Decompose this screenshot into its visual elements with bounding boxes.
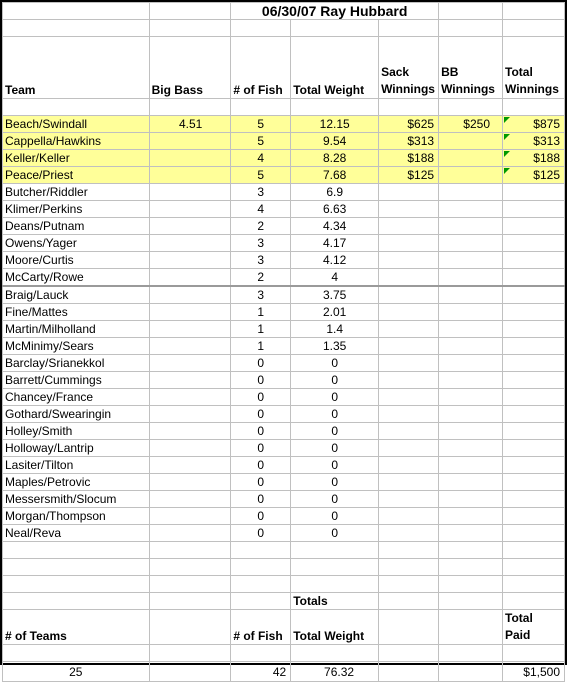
total-winnings-cell[interactable] bbox=[503, 508, 565, 525]
total-weight-cell[interactable]: 7.68 bbox=[291, 167, 379, 184]
empty-cell[interactable] bbox=[149, 559, 231, 576]
total-weight-cell[interactable]: 0 bbox=[291, 372, 379, 389]
total-winnings-cell[interactable]: $125 bbox=[503, 167, 565, 184]
big-bass-cell[interactable] bbox=[149, 457, 231, 474]
empty-cell[interactable] bbox=[379, 610, 439, 645]
results-table bbox=[2, 2, 565, 682]
header-num-fish[interactable]: # of Fish bbox=[231, 37, 291, 99]
bb-winnings-cell[interactable] bbox=[439, 525, 503, 542]
sack-winnings-cell[interactable] bbox=[379, 406, 439, 423]
total-weight-cell[interactable]: 0 bbox=[291, 406, 379, 423]
header-total-line1: Total bbox=[505, 65, 533, 79]
team-cell[interactable]: Maples/Petrovic bbox=[3, 474, 150, 491]
total-weight-cell[interactable]: 0 bbox=[291, 457, 379, 474]
fish-count-cell[interactable]: 0 bbox=[231, 355, 291, 372]
team-cell[interactable]: McCarty/Rowe bbox=[3, 269, 150, 287]
blank-row bbox=[3, 542, 565, 559]
total-weight-cell[interactable]: 9.54 bbox=[291, 133, 379, 150]
team-cell[interactable]: Klimer/Perkins bbox=[3, 201, 150, 218]
team-row bbox=[3, 406, 565, 423]
bb-winnings-cell[interactable] bbox=[439, 218, 503, 235]
empty-cell[interactable] bbox=[439, 593, 503, 610]
empty-cell[interactable] bbox=[503, 576, 565, 593]
sack-winnings-cell[interactable]: $125 bbox=[379, 167, 439, 184]
sack-winnings-cell[interactable] bbox=[379, 184, 439, 201]
total-weight-cell[interactable]: 4 bbox=[291, 269, 379, 287]
fish-count-cell[interactable]: 2 bbox=[231, 218, 291, 235]
team-cell[interactable]: Butcher/Riddler bbox=[3, 184, 150, 201]
big-bass-cell[interactable] bbox=[149, 389, 231, 406]
team-row bbox=[3, 235, 565, 252]
empty-cell[interactable] bbox=[149, 645, 231, 662]
sack-winnings-cell[interactable] bbox=[379, 269, 439, 287]
fish-count-cell[interactable]: 0 bbox=[231, 525, 291, 542]
team-cell[interactable]: Owens/Yager bbox=[3, 235, 150, 252]
total-weight-cell[interactable]: 4.34 bbox=[291, 218, 379, 235]
total-weight-cell[interactable]: 4.17 bbox=[291, 235, 379, 252]
total-weight-cell[interactable]: 0 bbox=[291, 440, 379, 457]
sack-winnings-cell[interactable]: $313 bbox=[379, 133, 439, 150]
bb-winnings-cell[interactable] bbox=[439, 457, 503, 474]
big-bass-cell[interactable] bbox=[149, 440, 231, 457]
total-weight-cell[interactable]: 0 bbox=[291, 525, 379, 542]
sack-winnings-cell[interactable] bbox=[379, 491, 439, 508]
team-cell[interactable]: Messersmith/Slocum bbox=[3, 491, 150, 508]
empty-cell[interactable] bbox=[291, 559, 379, 576]
team-cell[interactable]: Neal/Reva bbox=[3, 525, 150, 542]
header-team[interactable]: Team bbox=[3, 37, 150, 99]
sack-winnings-cell[interactable] bbox=[379, 389, 439, 406]
big-bass-cell[interactable] bbox=[149, 286, 231, 304]
empty-cell[interactable] bbox=[503, 645, 565, 662]
empty-cell[interactable] bbox=[149, 576, 231, 593]
team-cell[interactable]: Fine/Mattes bbox=[3, 304, 150, 321]
big-bass-cell[interactable] bbox=[149, 235, 231, 252]
total-winnings-cell[interactable] bbox=[503, 218, 565, 235]
fish-count-cell[interactable]: 0 bbox=[231, 491, 291, 508]
bb-winnings-cell[interactable] bbox=[439, 491, 503, 508]
empty-cell[interactable] bbox=[503, 593, 565, 610]
fish-count-cell[interactable]: 5 bbox=[231, 116, 291, 133]
team-cell[interactable]: Holley/Smith bbox=[3, 423, 150, 440]
total-winnings-cell[interactable] bbox=[503, 338, 565, 355]
header-totals-weight[interactable]: Total Weight bbox=[291, 610, 379, 645]
big-bass-cell[interactable]: 4.51 bbox=[149, 116, 231, 133]
header-sack-winnings[interactable] bbox=[379, 37, 439, 99]
total-weight-cell[interactable]: 0 bbox=[291, 474, 379, 491]
bb-winnings-cell[interactable] bbox=[439, 269, 503, 287]
total-winnings-cell[interactable] bbox=[503, 321, 565, 338]
big-bass-cell[interactable] bbox=[149, 474, 231, 491]
total-weight-cell[interactable]: 0 bbox=[291, 491, 379, 508]
bb-winnings-cell[interactable] bbox=[439, 184, 503, 201]
team-row bbox=[3, 218, 565, 235]
sack-winnings-cell[interactable] bbox=[379, 355, 439, 372]
header-row bbox=[3, 37, 565, 99]
total-winnings-cell[interactable]: $875 bbox=[503, 116, 565, 133]
team-row bbox=[3, 389, 565, 406]
fish-count-cell[interactable]: 3 bbox=[231, 235, 291, 252]
empty-cell[interactable] bbox=[3, 542, 150, 559]
bb-winnings-cell[interactable] bbox=[439, 474, 503, 491]
empty-cell[interactable] bbox=[291, 576, 379, 593]
team-cell[interactable]: Lasiter/Tilton bbox=[3, 457, 150, 474]
empty-cell[interactable] bbox=[149, 593, 231, 610]
sack-winnings-cell[interactable] bbox=[379, 286, 439, 304]
total-winnings-cell[interactable] bbox=[503, 304, 565, 321]
bb-winnings-cell[interactable] bbox=[439, 321, 503, 338]
team-cell[interactable]: Gothard/Swearingin bbox=[3, 406, 150, 423]
total-weight-cell[interactable]: 1.35 bbox=[291, 338, 379, 355]
total-weight-cell[interactable]: 4.12 bbox=[291, 252, 379, 269]
total-winnings-cell[interactable] bbox=[503, 235, 565, 252]
total-paid-line2: Paid bbox=[505, 628, 531, 642]
totals-label[interactable]: Totals bbox=[291, 593, 379, 610]
sack-winnings-cell[interactable] bbox=[379, 252, 439, 269]
total-paid-line1: Total bbox=[505, 611, 533, 625]
empty-cell[interactable] bbox=[379, 645, 439, 662]
empty-cell[interactable] bbox=[231, 576, 291, 593]
team-row bbox=[3, 304, 565, 321]
total-weight-cell[interactable]: 2.01 bbox=[291, 304, 379, 321]
team-cell[interactable]: Barrett/Cummings bbox=[3, 372, 150, 389]
sack-winnings-cell[interactable] bbox=[379, 304, 439, 321]
total-winnings-cell[interactable] bbox=[503, 372, 565, 389]
fish-count-cell[interactable]: 0 bbox=[231, 508, 291, 525]
team-cell[interactable]: Martin/Milholland bbox=[3, 321, 150, 338]
big-bass-cell[interactable] bbox=[149, 252, 231, 269]
team-row bbox=[3, 355, 565, 372]
team-cell[interactable]: Braig/Lauck bbox=[3, 286, 150, 304]
big-bass-cell[interactable] bbox=[149, 167, 231, 184]
blank-row bbox=[3, 645, 565, 662]
bb-winnings-cell[interactable] bbox=[439, 286, 503, 304]
bb-winnings-cell[interactable] bbox=[439, 389, 503, 406]
winner-row bbox=[3, 150, 565, 167]
empty-cell[interactable] bbox=[231, 559, 291, 576]
bb-winnings-cell[interactable] bbox=[439, 235, 503, 252]
bb-winnings-cell[interactable] bbox=[439, 338, 503, 355]
team-cell[interactable]: Beach/Swindall bbox=[3, 116, 150, 133]
sack-winnings-cell[interactable] bbox=[379, 440, 439, 457]
sack-winnings-cell[interactable] bbox=[379, 457, 439, 474]
empty-cell[interactable] bbox=[439, 610, 503, 645]
total-weight-cell[interactable]: 0 bbox=[291, 423, 379, 440]
team-row bbox=[3, 372, 565, 389]
total-winnings-cell[interactable]: $188 bbox=[503, 150, 565, 167]
header-total-weight[interactable]: Total Weight bbox=[291, 37, 379, 99]
team-row bbox=[3, 201, 565, 218]
bb-winnings-cell[interactable] bbox=[439, 304, 503, 321]
total-fish-value[interactable]: 42 bbox=[231, 662, 291, 682]
empty-cell[interactable] bbox=[379, 576, 439, 593]
fish-count-cell[interactable]: 0 bbox=[231, 372, 291, 389]
sack-winnings-cell[interactable] bbox=[379, 423, 439, 440]
num-teams-value[interactable]: 25 bbox=[3, 662, 150, 682]
fish-count-cell[interactable]: 5 bbox=[231, 167, 291, 184]
total-weight-cell[interactable]: 6.63 bbox=[291, 201, 379, 218]
team-cell[interactable]: Keller/Keller bbox=[3, 150, 150, 167]
empty-cell[interactable] bbox=[379, 559, 439, 576]
blank-row bbox=[3, 20, 565, 37]
big-bass-cell[interactable] bbox=[149, 321, 231, 338]
fish-count-cell[interactable]: 1 bbox=[231, 321, 291, 338]
team-cell[interactable]: McMinimy/Sears bbox=[3, 338, 150, 355]
total-winnings-cell[interactable] bbox=[503, 474, 565, 491]
team-row bbox=[3, 423, 565, 440]
sack-winnings-cell[interactable] bbox=[379, 235, 439, 252]
team-cell[interactable]: Cappella/Hawkins bbox=[3, 133, 150, 150]
big-bass-cell[interactable] bbox=[149, 525, 231, 542]
title-row bbox=[3, 3, 565, 20]
team-row bbox=[3, 269, 565, 287]
empty-cell[interactable] bbox=[3, 576, 150, 593]
empty-cell[interactable] bbox=[439, 576, 503, 593]
team-row bbox=[3, 252, 565, 269]
empty-cell[interactable] bbox=[3, 559, 150, 576]
total-winnings-cell[interactable] bbox=[503, 406, 565, 423]
header-totals-fish[interactable]: # of Fish bbox=[231, 610, 291, 645]
empty-cell[interactable] bbox=[439, 645, 503, 662]
bb-winnings-cell[interactable]: $250 bbox=[439, 116, 503, 133]
bb-winnings-cell[interactable] bbox=[439, 423, 503, 440]
sack-winnings-cell[interactable] bbox=[379, 525, 439, 542]
total-weight-cell[interactable]: 1.4 bbox=[291, 321, 379, 338]
team-row bbox=[3, 440, 565, 457]
bb-winnings-cell[interactable] bbox=[439, 372, 503, 389]
bb-winnings-cell[interactable] bbox=[439, 133, 503, 150]
totals-label-row bbox=[3, 593, 565, 610]
total-weight-cell[interactable]: 8.28 bbox=[291, 150, 379, 167]
total-weight-value[interactable]: 76.32 bbox=[291, 662, 379, 682]
total-winnings-cell[interactable] bbox=[503, 269, 565, 287]
bb-winnings-cell[interactable] bbox=[439, 355, 503, 372]
winner-row bbox=[3, 167, 565, 184]
big-bass-cell[interactable] bbox=[149, 338, 231, 355]
team-cell[interactable]: Barclay/Srianekkol bbox=[3, 355, 150, 372]
total-winnings-cell[interactable] bbox=[503, 286, 565, 304]
fish-count-cell[interactable]: 3 bbox=[231, 184, 291, 201]
empty-cell[interactable] bbox=[3, 645, 150, 662]
bb-winnings-cell[interactable] bbox=[439, 150, 503, 167]
total-winnings-cell[interactable] bbox=[503, 201, 565, 218]
empty-cell[interactable] bbox=[291, 542, 379, 559]
header-bb-line2: Winnings bbox=[441, 82, 495, 96]
totals-header-row bbox=[3, 610, 565, 645]
big-bass-cell[interactable] bbox=[149, 133, 231, 150]
total-winnings-cell[interactable] bbox=[503, 457, 565, 474]
header-total-winnings[interactable] bbox=[503, 37, 565, 99]
fish-count-cell[interactable]: 0 bbox=[231, 440, 291, 457]
sack-winnings-cell[interactable] bbox=[379, 508, 439, 525]
total-winnings-cell[interactable] bbox=[503, 252, 565, 269]
big-bass-cell[interactable] bbox=[149, 218, 231, 235]
big-bass-cell[interactable] bbox=[149, 491, 231, 508]
header-bb-winnings[interactable] bbox=[439, 37, 503, 99]
total-weight-cell[interactable]: 6.9 bbox=[291, 184, 379, 201]
blank-row bbox=[3, 576, 565, 593]
empty-cell[interactable] bbox=[149, 610, 231, 645]
sack-winnings-cell[interactable] bbox=[379, 372, 439, 389]
team-row bbox=[3, 457, 565, 474]
header-bb-line1: BB bbox=[441, 65, 459, 79]
fish-count-cell[interactable]: 3 bbox=[231, 286, 291, 304]
empty-cell[interactable] bbox=[379, 662, 439, 682]
sheet-title[interactable]: 06/30/07 Ray Hubbard bbox=[231, 3, 439, 20]
big-bass-cell[interactable] bbox=[149, 150, 231, 167]
header-total-line2: Winnings bbox=[505, 82, 559, 96]
team-cell[interactable]: Moore/Curtis bbox=[3, 252, 150, 269]
winner-row bbox=[3, 116, 565, 133]
total-weight-cell[interactable]: 0 bbox=[291, 389, 379, 406]
bb-winnings-cell[interactable] bbox=[439, 201, 503, 218]
empty-cell[interactable] bbox=[291, 645, 379, 662]
fish-count-cell[interactable]: 5 bbox=[231, 133, 291, 150]
total-winnings-cell[interactable] bbox=[503, 184, 565, 201]
fish-count-cell[interactable]: 4 bbox=[231, 201, 291, 218]
team-cell[interactable]: Peace/Priest bbox=[3, 167, 150, 184]
total-winnings-cell[interactable] bbox=[503, 491, 565, 508]
sack-winnings-cell[interactable] bbox=[379, 474, 439, 491]
team-row bbox=[3, 286, 565, 304]
team-row bbox=[3, 525, 565, 542]
total-winnings-cell[interactable] bbox=[503, 389, 565, 406]
big-bass-cell[interactable] bbox=[149, 355, 231, 372]
fish-count-cell[interactable]: 0 bbox=[231, 423, 291, 440]
fish-count-cell[interactable]: 0 bbox=[231, 406, 291, 423]
team-row bbox=[3, 338, 565, 355]
big-bass-cell[interactable] bbox=[149, 201, 231, 218]
fish-count-cell[interactable]: 3 bbox=[231, 252, 291, 269]
bb-winnings-cell[interactable] bbox=[439, 440, 503, 457]
big-bass-cell[interactable] bbox=[149, 372, 231, 389]
sack-winnings-cell[interactable]: $625 bbox=[379, 116, 439, 133]
team-row bbox=[3, 184, 565, 201]
total-winnings-cell[interactable] bbox=[503, 525, 565, 542]
bb-winnings-cell[interactable] bbox=[439, 406, 503, 423]
empty-cell[interactable] bbox=[231, 593, 291, 610]
big-bass-cell[interactable] bbox=[149, 508, 231, 525]
team-row bbox=[3, 474, 565, 491]
big-bass-cell[interactable] bbox=[149, 423, 231, 440]
sack-winnings-cell[interactable]: $188 bbox=[379, 150, 439, 167]
empty-cell[interactable] bbox=[3, 593, 150, 610]
sack-winnings-cell[interactable] bbox=[379, 201, 439, 218]
team-row bbox=[3, 321, 565, 338]
empty-cell[interactable] bbox=[439, 542, 503, 559]
team-cell[interactable]: Holloway/Lantrip bbox=[3, 440, 150, 457]
empty-cell[interactable] bbox=[503, 542, 565, 559]
fish-count-cell[interactable]: 1 bbox=[231, 304, 291, 321]
fish-count-cell[interactable]: 4 bbox=[231, 150, 291, 167]
fish-count-cell[interactable]: 0 bbox=[231, 457, 291, 474]
team-cell[interactable]: Deans/Putnam bbox=[3, 218, 150, 235]
total-paid-value[interactable]: $1,500 bbox=[503, 662, 565, 682]
header-sack-line2: Winnings bbox=[381, 82, 435, 96]
big-bass-cell[interactable] bbox=[149, 406, 231, 423]
bb-winnings-cell[interactable] bbox=[439, 252, 503, 269]
sack-winnings-cell[interactable] bbox=[379, 218, 439, 235]
header-num-teams[interactable]: # of Teams bbox=[3, 610, 150, 645]
team-cell[interactable]: Morgan/Thompson bbox=[3, 508, 150, 525]
team-row bbox=[3, 508, 565, 525]
bb-winnings-cell[interactable] bbox=[439, 508, 503, 525]
total-winnings-cell[interactable] bbox=[503, 355, 565, 372]
sack-winnings-cell[interactable] bbox=[379, 321, 439, 338]
empty-cell[interactable] bbox=[149, 542, 231, 559]
total-weight-cell[interactable]: 0 bbox=[291, 508, 379, 525]
empty-cell[interactable] bbox=[503, 559, 565, 576]
total-weight-cell[interactable]: 12.15 bbox=[291, 116, 379, 133]
header-big-bass[interactable]: Big Bass bbox=[149, 37, 231, 99]
fish-count-cell[interactable]: 0 bbox=[231, 389, 291, 406]
empty-cell[interactable] bbox=[231, 645, 291, 662]
fish-count-cell[interactable]: 1 bbox=[231, 338, 291, 355]
total-weight-cell[interactable]: 3.75 bbox=[291, 286, 379, 304]
bb-winnings-cell[interactable] bbox=[439, 167, 503, 184]
empty-cell[interactable] bbox=[439, 559, 503, 576]
fish-count-cell[interactable]: 0 bbox=[231, 474, 291, 491]
big-bass-cell[interactable] bbox=[149, 269, 231, 287]
blank-row bbox=[3, 559, 565, 576]
empty-cell[interactable] bbox=[379, 542, 439, 559]
header-total-paid[interactable] bbox=[503, 610, 565, 645]
team-cell[interactable]: Chancey/France bbox=[3, 389, 150, 406]
big-bass-cell[interactable] bbox=[149, 184, 231, 201]
empty-cell[interactable] bbox=[439, 662, 503, 682]
header-sack-line1: Sack bbox=[381, 65, 410, 79]
totals-value-row bbox=[3, 662, 565, 682]
winner-row bbox=[3, 133, 565, 150]
big-bass-cell[interactable] bbox=[149, 304, 231, 321]
total-weight-cell[interactable]: 0 bbox=[291, 355, 379, 372]
total-winnings-cell[interactable]: $313 bbox=[503, 133, 565, 150]
total-winnings-cell[interactable] bbox=[503, 423, 565, 440]
team-row bbox=[3, 491, 565, 508]
empty-cell[interactable] bbox=[379, 593, 439, 610]
empty-cell[interactable] bbox=[149, 662, 231, 682]
blank-row bbox=[3, 99, 565, 116]
total-winnings-cell[interactable] bbox=[503, 440, 565, 457]
sack-winnings-cell[interactable] bbox=[379, 338, 439, 355]
fish-count-cell[interactable]: 2 bbox=[231, 269, 291, 287]
empty-cell[interactable] bbox=[231, 542, 291, 559]
